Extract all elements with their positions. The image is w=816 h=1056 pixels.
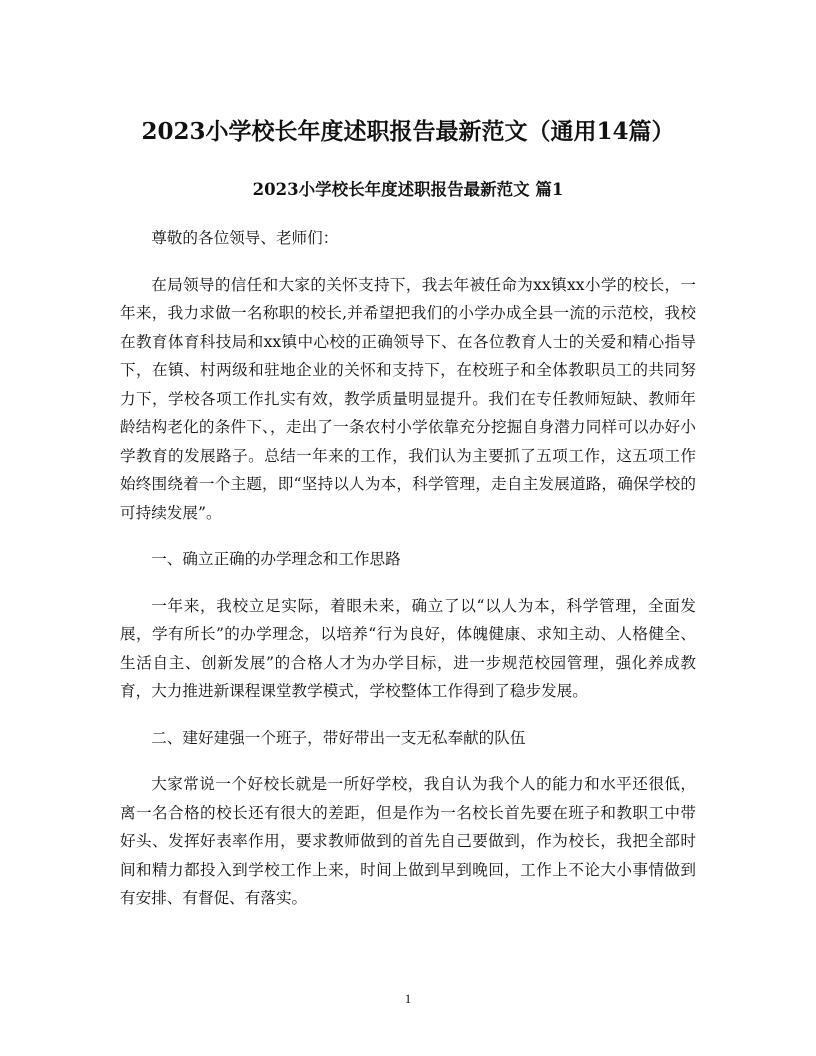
section-heading: 一、确立正确的办学理念和工作思路 <box>151 550 401 568</box>
page-number: 1 <box>404 991 412 1006</box>
body-paragraph: 大家常说一个好校长就是一所好学校，我自认为我个人的能力和水平还很低，离一名合格的校长还有很大的差距，但是作为一名校长首先要在班子和教职工中带好头、发挥好表率作用，要求教师做到的首先自己要做到，作为校长，我把全部时间和精力都投入到学校工作上来，时间上做到早到晚回，工作上不论大小事情做到有安排、有督促、有落实。 <box>120 775 696 907</box>
body-paragraph: 一年来，我校立足实际，着眼未来，确立了以“以人为本，科学管理，全面发展，学有所长”的办学理念，以培养“行为良好，体魄健康、求知主动、人格健全、生活自主、创新发展”的合格人才为办学目标，进一步规范校园管理，强化养成教育，大力推进新课程课堂教学模式，学校整体工作得到了稳步发展。 <box>120 596 696 700</box>
document-title: 2023小学校长年度述职报告最新范文（通用14篇） <box>141 118 675 145</box>
section-heading: 二、建好建强一个班子，带好带出一支无私奉献的队伍 <box>151 728 526 747</box>
body-paragraph: 在局领导的信任和大家的关怀支持下，我去年被任命为xx镇xx小学的校长，一年来，我力求做一名称职的校长,并希望把我们的小学办成全县一流的示范校，我校在教育体育科技局和xx镇中心校的正确领导下、在各位教育人士的关爱和精心指导下，在镇、村两级和驻地企业的关怀和支持下，在校班子和全体教职员工的共同努力下，学校各项工作扎实有效，教学质量明显提升。我们在专任教师短缺、教师年龄结构老化的条件下、，走出了一条农村小学依靠充分挖掘自身潜力同样可以办好小学教育的发展路子。总结一年来的工作，我们认为主要抓了五项工作，这五项工作始终围绕着一个主题，即“坚持以人为本，科学管理，走自主发展道路，确保学校的可持续发展”。 <box>120 275 696 522</box>
section-title: 2023小学校长年度述职报告最新范文 篇1 <box>252 180 564 199</box>
document-body <box>120 224 696 931</box>
salutation-paragraph: 尊敬的各位领导、老师们： <box>151 229 339 247</box>
